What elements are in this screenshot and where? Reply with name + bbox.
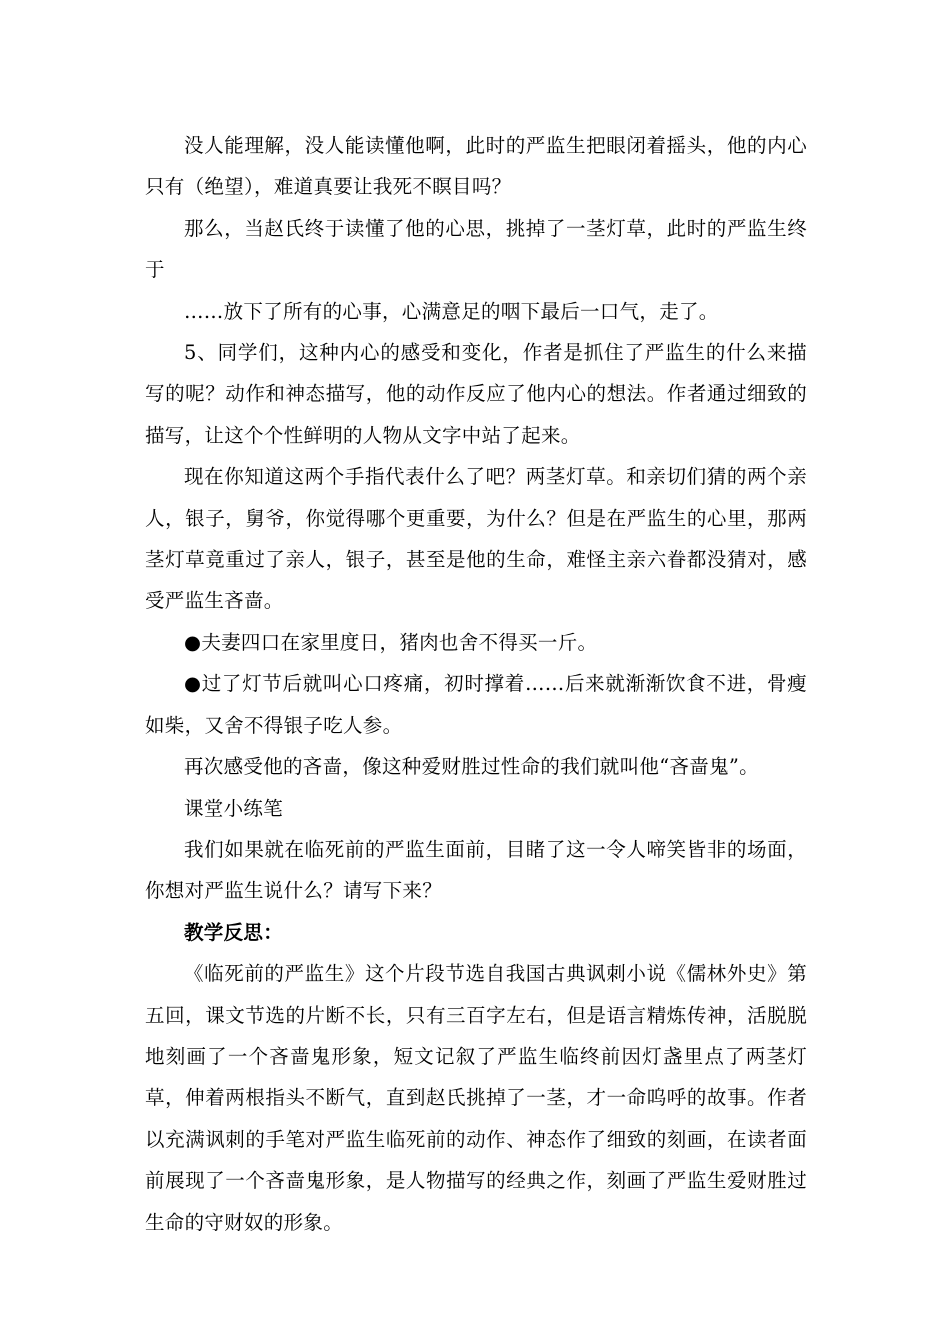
- paragraph-miser-summary: 再次感受他的吝啬，像这种爱财胜过性命的我们就叫他“吝啬鬼”。: [184, 755, 759, 779]
- document-body: [145, 125, 807, 1243]
- section-title-practice: 课堂小练笔: [184, 796, 284, 820]
- section-heading-reflection: 教学反思：: [184, 920, 284, 944]
- paragraph-zhao-understands: 那么，当赵氏终于读懂了他的心思，挑掉了一茎灯草，此时的严监生终于: [145, 216, 807, 282]
- paragraph-reflection: 《临死前的严监生》这个片段节选自我国古典讽刺小说《儒林外史》第五回，课文节选的片断不长，只有三百字左右，但是语言精炼传神，活脱脱地刻画了一个吝啬鬼形象，短文记叙了严监生临终前因灯盏里点了两茎灯草，伸着两根指头不断气，直到赵氏挑掉了一茎，才一命呜呼的故事。作者以充满讽刺的手笔对严监生临死前的动作、神态作了细致的刻画，在读者面前展现了一个吝啬鬼形象，是人物描写的经典之作，刻画了严监生爱财胜过生命的守财奴的形象。: [145, 962, 807, 1234]
- paragraph-question-5: 5、同学们，这种内心的感受和变化，作者是抓住了严监生的什么来描写的呢？动作和神态描写，他的动作反应了他内心的想法。作者通过细致的描写，让这个个性鲜明的人物从文字中站了起来。: [145, 341, 807, 447]
- paragraph-last-breath: ……放下了所有的心事，心满意足的咽下最后一口气，走了。: [184, 299, 719, 323]
- bullet-item-ginseng: ●过了灯节后就叫心口疼痛，初时撑着……后来就渐渐饮食不进，骨瘦如柴，又舍不得银子吃人参。: [145, 672, 807, 737]
- bullet-item-pork: ●夫妻四口在家里度日，猪肉也舍不得买一斤。: [184, 630, 598, 654]
- paragraph-practice-prompt: 我们如果就在临死前的严监生面前，目睹了这一令人啼笑皆非的场面，你想对严监生说什么？请写下来？: [145, 837, 807, 903]
- paragraph-despair: 没人能理解，没人能读懂他啊，此时的严监生把眼闭着摇头，他的内心只有（绝望），难道真要让我死不瞑目吗？: [145, 134, 807, 199]
- paragraph-two-fingers: 现在你知道这两个手指代表什么了吧？两茎灯草。和亲切们猜的两个亲人，银子，舅爷，你觉得哪个更重要，为什么？但是在严监生的心里，那两茎灯草竟重过了亲人，银子，甚至是他的生命，难怪主亲六眷都没猜对，感受严监生吝啬。: [145, 465, 807, 613]
